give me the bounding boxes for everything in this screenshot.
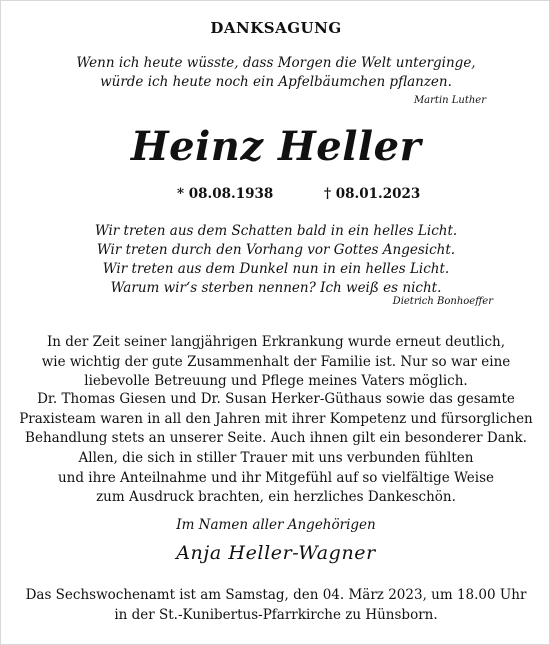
paragraph-line: Praxisteam waren in all den Jahren mit ihrer Kompetenz und fürsorglichen: [19, 410, 533, 427]
signer-name: Anja Heller-Wagner: [176, 542, 376, 564]
paragraph-line: Allen, die sich in stiller Trauer mit uns verbunden fühlten: [78, 450, 474, 466]
paragraph-line: zum Ausdruck brachten, ein herzliches Dankeschön.: [96, 489, 456, 505]
thanks-paragraph-all: [1, 449, 550, 508]
birth-date: * 08.08.1938: [177, 186, 274, 202]
poem: [1, 222, 550, 298]
paragraph-line: liebevolle Betreuung und Pflege meines Vaters möglich.: [84, 373, 468, 389]
opening-quote: [1, 54, 550, 92]
opening-quote-line: Wenn ich heute wüsste, dass Morgen die Welt unterginge,: [76, 55, 476, 71]
memorial-service-announcement: [1, 586, 550, 625]
announcement-line: Das Sechswochenamt ist am Samstag, den 04. März 2023, um 18.00 Uhr: [25, 587, 527, 603]
thanks-paragraph-family: [1, 333, 550, 392]
thanks-paragraph-doctors: [1, 390, 550, 449]
signoff: Im Namen aller Angehörigen: [176, 517, 376, 533]
announcement-line: in der St.-Kunibertus-Pfarrkirche zu Hünsborn.: [114, 606, 438, 623]
paragraph-line: Dr. Thomas Giesen und Dr. Susan Herker-Güthaus sowie das gesamte: [37, 391, 515, 407]
poem-line: Wir treten aus dem Schatten bald in ein helles Licht.: [94, 223, 458, 239]
opening-quote-author: Martin Luther: [413, 95, 486, 106]
poem-line: Warum wir‘s sterben nennen? Ich weiß es nicht.: [110, 280, 442, 296]
paragraph-line: In der Zeit seiner langjährigen Erkrankung wurde erneut deutlich,: [46, 334, 506, 350]
poem-author: Dietrich Bonhoeffer: [392, 296, 493, 307]
notice-heading: DANKSAGUNG: [210, 19, 342, 37]
opening-quote-line: würde ich heute noch ein Apfelbäumchen pflanzen.: [100, 74, 452, 90]
poem-line: Wir treten durch den Vorhang vor Gottes Angesicht.: [96, 242, 456, 258]
deceased-name: Heinz Heller: [130, 123, 422, 170]
death-date: † 08.01.2023: [324, 186, 421, 202]
paragraph-line: wie wichtig der gute Zusammenhalt der Familie ist. Nur so war eine: [41, 353, 511, 370]
paragraph-line: und ihre Anteilnahme und ihr Mitgefühl auf so vielfältige Weise: [57, 469, 494, 486]
paragraph-line: Behandlung stets an unserer Seite. Auch ihnen gilt ein besonderer Dank.: [25, 430, 527, 446]
poem-line: Wir treten aus dem Dunkel nun in ein helles Licht.: [102, 261, 450, 277]
